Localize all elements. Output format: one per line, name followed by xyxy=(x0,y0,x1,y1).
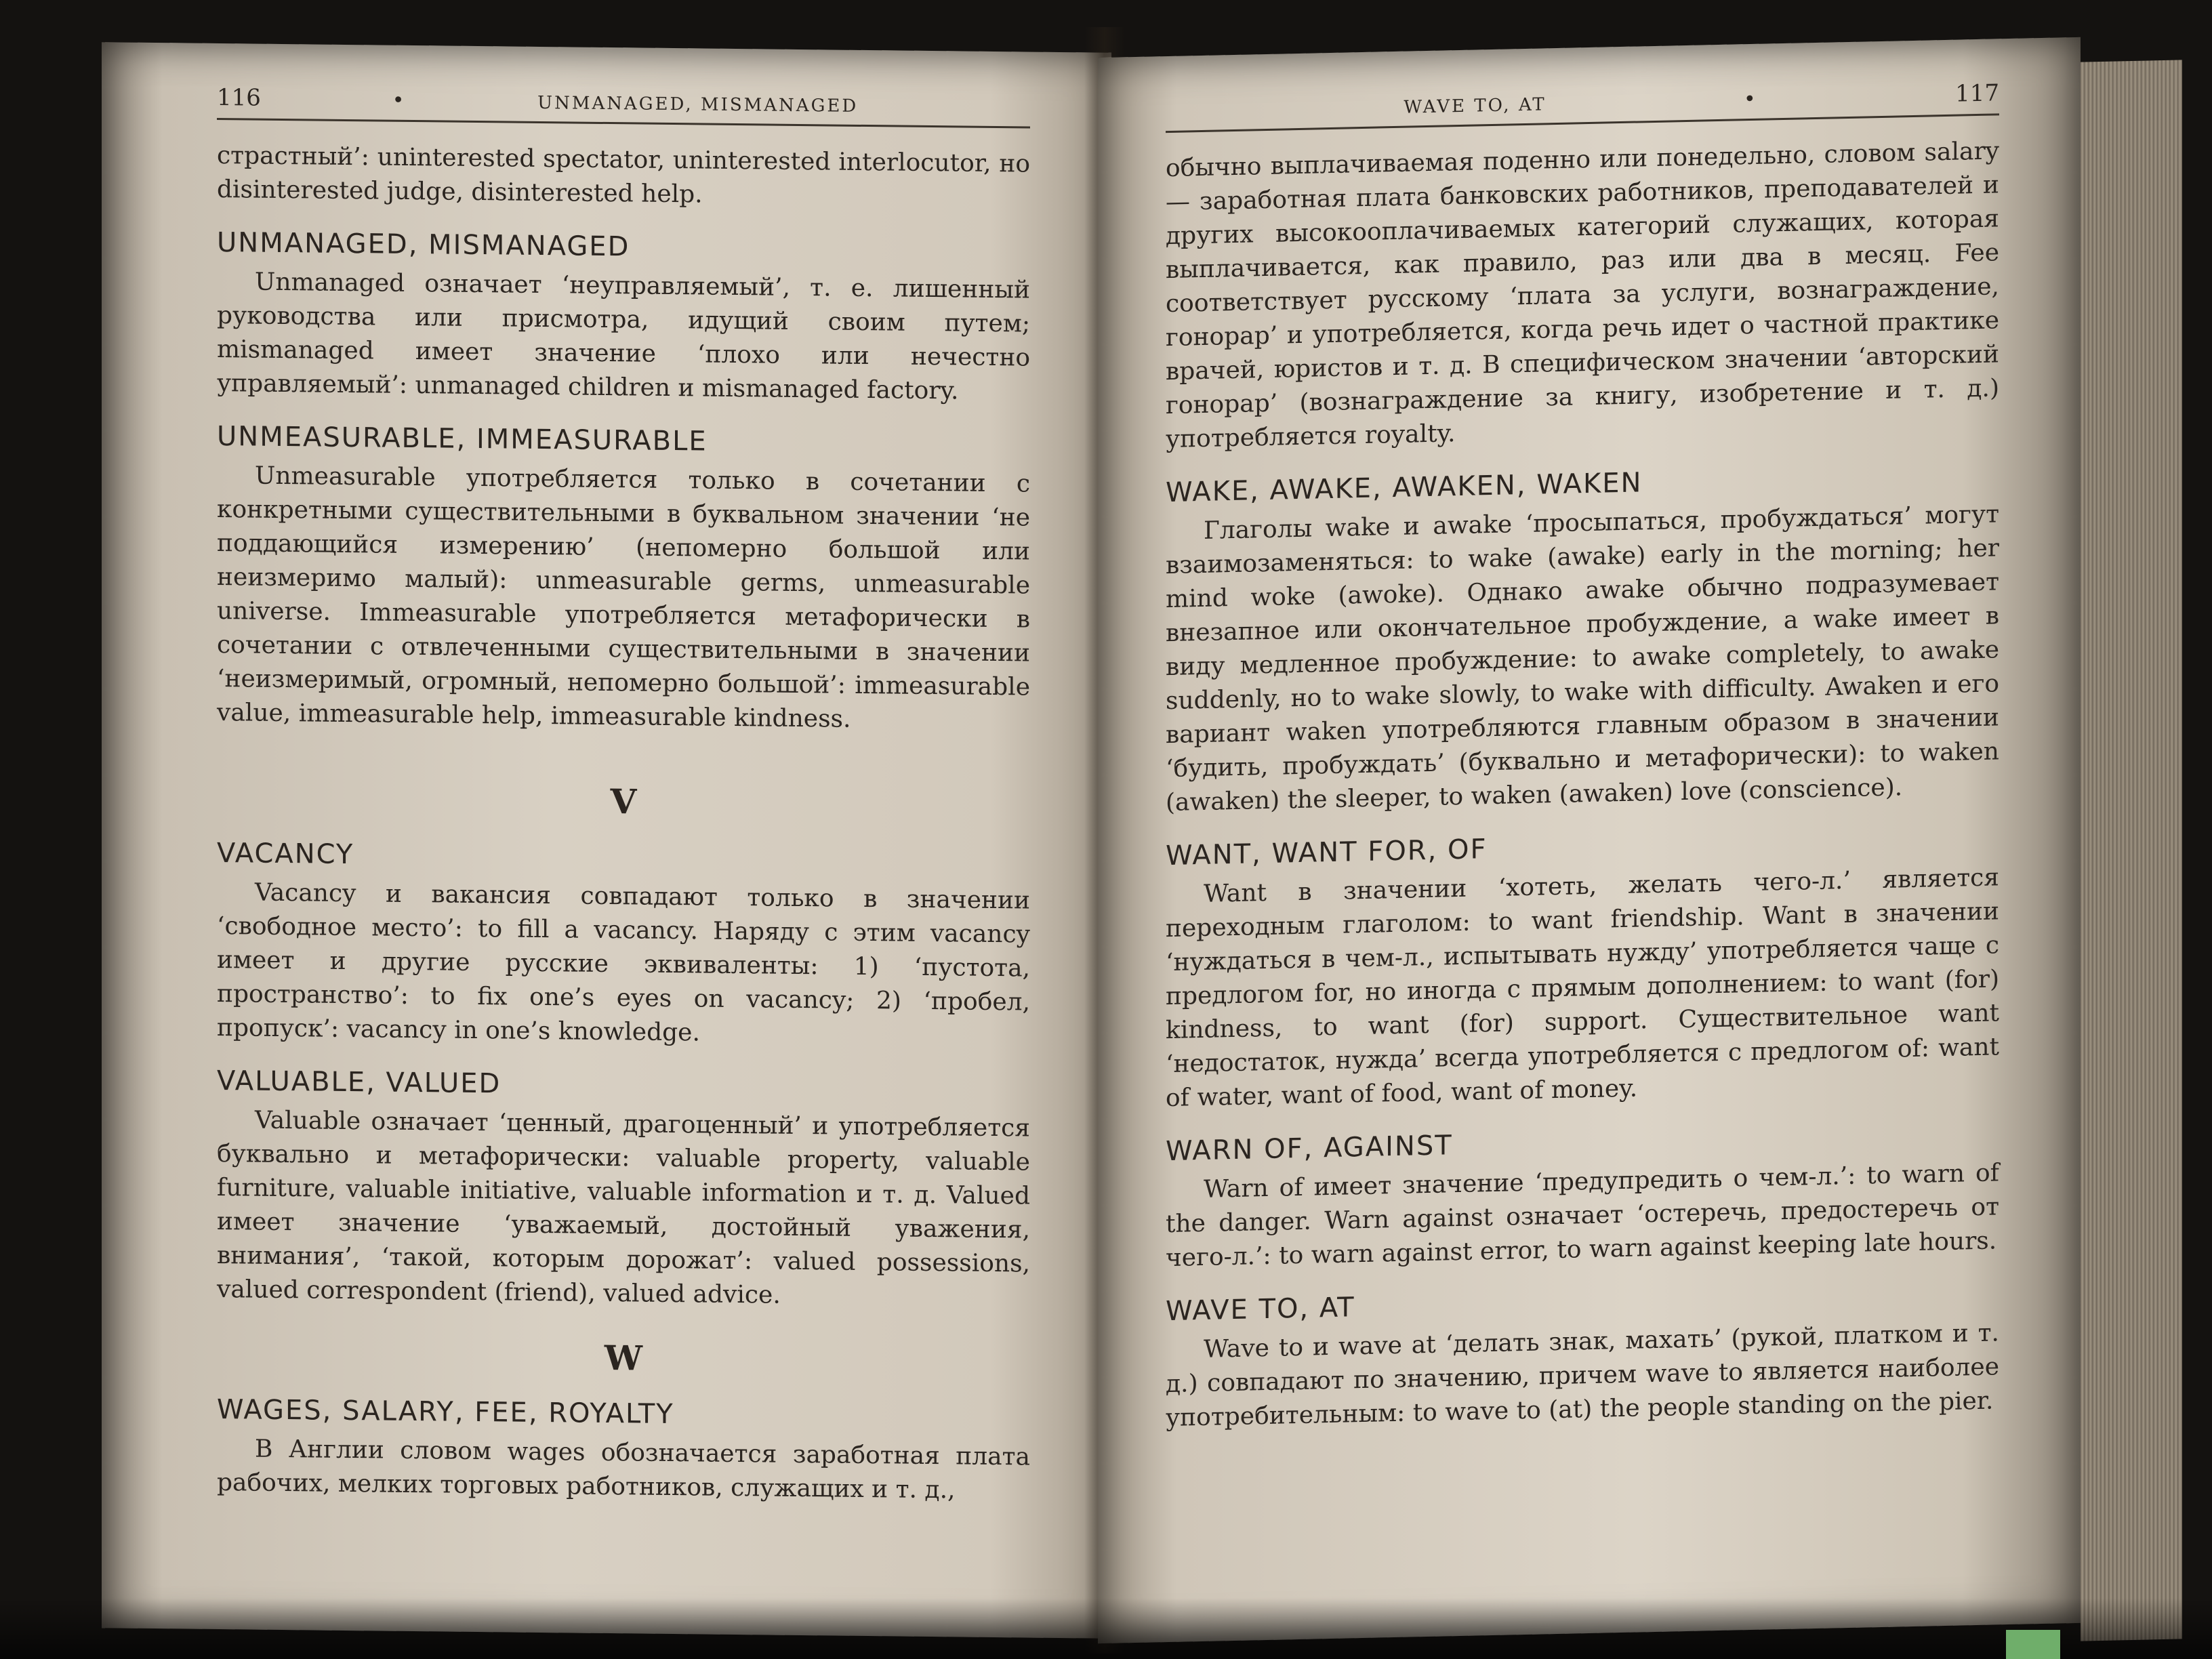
left-running-head xyxy=(217,84,1030,129)
page-edge-stack xyxy=(2081,60,2182,1641)
entry-text: Wave to и wave at ‘делать знак, махать’ (рукой, платком и т. д.) совпадают по значению, причем wave to является наиболее употребительным: to wave to (at) the people standing on the pier. xyxy=(1166,1319,1999,1433)
entry-text: Глаголы wake и awake ‘просыпаться, пробуждаться’ могут взаимозаменяться: to wake (awake) early in the morning; her mind woke (awoke). Однако awake обычно подразумевает внезапное или окончательное пробуждение, а wake имеет в виду медленное пробуждение: to awake completely, to awake suddenly, но to wake slowly, to wake with difficulty. Awaken и его вариант waken употребляются главным образом в значении ‘будить, пробуждать’ (буквально и метафорически): to waken (awaken) the sleeper, to waken (awaken) love (conscience). xyxy=(1166,500,1999,817)
right-page xyxy=(1098,37,2081,1643)
continuation-text: обычно выплачиваемая поденно или понедельно, словом salary — заработная плата банковских работников, преподавателей и других высокооплачиваемых категорий служащих, которая выплачивается, как правило, раз или два в месяц. Fee соответствует русскому ‘плата за услуги, вознаграждение, гонорар’ и употребляется, когда речь идет о частной практике врачей, юристов и т. д. В специфическом значении ‘авторский гонорар’ (вознаграждение за книгу, изобретение и т. д.) употребляется royalty. xyxy=(1166,137,1999,454)
entry-text: Want в значении ‘хотеть, желать чего-л.’ является переходным глаголом: to want friendship. Want в значении ‘нуждаться в чем-л., испытывать нужду’ употребляется чаще с предлогом for, но иногда с прямым дополнением: to want (for) kindness, to want (for) support. Существительное want ‘недостаток, нужда’ всегда употребляется с предлогом of: want of water, want of food, want of money. xyxy=(1166,863,1999,1113)
section-letter: V xyxy=(610,781,637,822)
entry-head: WARN OF, AGAINST xyxy=(1166,1130,1453,1168)
entry-text: Unmeasurable употребляется только в сочетании с конкретными существительными в буквальном значении ‘не поддающийся измерению’ (непомерно большой или неизмеримо малый): unmeasurable germs, unmeasurable universe. Immeasurable употребляется метафорически в сочетании с отвлеченными существительными в значении ‘неизмеримый, огромный, непомерно большой’: immeasurable value, immeasurable help, immeasurable kindness. xyxy=(217,462,1030,733)
entry-head: WAVE TO, AT xyxy=(1166,1292,1355,1328)
header-dot: • xyxy=(392,88,407,112)
entry-head: VALUABLE, VALUED xyxy=(217,1065,501,1100)
page-number: 117 xyxy=(1955,79,1999,108)
entry-text: В Англии словом wages обозначается заработная плата рабочих, мелких торговых работников, служащих и т. д., xyxy=(217,1435,1030,1504)
entry-text: Valuable означает ‘ценный, драгоценный’ и употребляется буквально и метафорически: valuable property, valuable furniture, valuable initiative, valuable information и т. д. Valued имеет значение ‘уважаемый, достойный уважения, внимания’, ‘такой, которым дорожат’: valued possessions, valued correspondent (friend), valued advice. xyxy=(217,1106,1030,1309)
entry-head: UNMANAGED, MISMANAGED xyxy=(217,226,630,263)
page-number: 116 xyxy=(217,83,261,112)
running-head-title: WAVE TO, AT xyxy=(1404,94,1547,118)
header-dot: • xyxy=(1744,87,1758,112)
entry-head: VACANCY xyxy=(217,837,354,871)
entry-head: UNMEASURABLE, IMMEASURABLE xyxy=(217,420,708,457)
left-page xyxy=(102,42,1111,1639)
continuation-text: страстный’: uninterested spectator, uninterested interlocutor, но disinterested judge, disinterested help. xyxy=(217,141,1030,209)
entry-text: Vacancy и вакансия совпадают только в значении ‘свободное место’: to fill a vacancy. Наряду с этим vacancy имеет и другие русские эквиваленты: 1) ‘пустота, пространство’: to fix one’s eyes on vacancy; 2) ‘пробел, пропуск’: vacancy in one’s knowledge. xyxy=(217,878,1030,1047)
entry-text: Warn of имеет значение ‘предупредить о чем-л.’: to warn of the danger. Warn against означает ‘остеречь, предостеречь от чего-л.’: to warn against error, to warn against keeping late hours. xyxy=(1166,1159,1999,1273)
right-running-head xyxy=(1166,79,1999,133)
bookmark-strip xyxy=(2006,1630,2060,1659)
running-head-title: UNMANAGED, MISMANAGED xyxy=(537,92,859,117)
entry-text: Unmanaged означает ‘неуправляемый’, т. е. лишенный руководства или присмотра, идущий своим путем; mismanaged имеет значение ‘плохо или нечестно управляемый’: unmanaged children и mismanaged factory. xyxy=(217,268,1030,405)
section-letter: W xyxy=(604,1337,643,1378)
entry-head: WANT, WANT FOR, OF xyxy=(1166,834,1488,872)
bottom-shadow xyxy=(0,1598,2212,1659)
entry-head: WAKE, AWAKE, AWAKEN, WAKEN xyxy=(1166,467,1643,509)
entry-head: WAGES, SALARY, FEE, ROYALTY xyxy=(217,1393,674,1431)
